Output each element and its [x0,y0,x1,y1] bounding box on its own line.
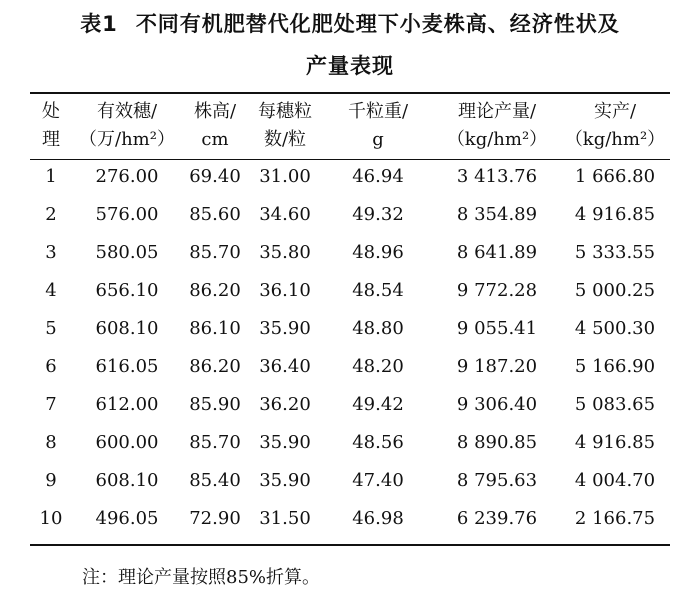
table-caption-line-2: 产量表现 [306,54,394,78]
cell-thousand-grain-weight: 46.94 [352,166,404,187]
cell-grains-per-spike: 35.90 [259,318,311,339]
cell-effective-panicles: 608.10 [95,470,159,491]
cell-effective-panicles: 600.00 [95,432,159,453]
header-theoretical-yield: 理论产量/ （kg/hm²） [446,101,548,150]
table-number-label: 表1 [80,12,118,36]
cell-effective-panicles: 576.00 [95,204,159,225]
cell-thousand-grain-weight: 48.54 [352,280,404,301]
cell-thousand-grain-weight: 48.56 [352,432,404,453]
cell-theoretical-yield: 8 890.85 [456,432,538,453]
cell-theoretical-yield: 6 239.76 [456,508,538,529]
cell-theoretical-yield: 9 187.20 [456,356,538,377]
cell-plant-height: 85.70 [189,242,241,263]
yield-table [30,94,670,538]
cell-grains-per-spike: 36.10 [259,280,311,301]
cell-thousand-grain-weight: 48.96 [352,242,404,263]
cell-actual-yield: 1 666.80 [574,166,656,187]
cell-actual-yield: 5 166.90 [574,356,656,377]
header-grains-per-spike: 每穗粒 数/粒 [258,101,312,150]
cell-effective-panicles: 608.10 [95,318,159,339]
cell-treatment: 2 [45,204,57,225]
header-thousand-grain-weight: 千粒重/ g [347,101,409,150]
cell-thousand-grain-weight: 48.20 [352,356,404,377]
cell-grains-per-spike: 35.80 [259,242,311,263]
cell-actual-yield: 2 166.75 [574,508,656,529]
table-row [30,310,670,348]
cell-treatment: 1 [45,166,57,187]
cell-effective-panicles: 612.00 [95,394,159,415]
cell-effective-panicles: 656.10 [95,280,159,301]
cell-plant-height: 85.60 [189,204,241,225]
table-row [30,348,670,386]
cell-thousand-grain-weight: 46.98 [352,508,404,529]
table-footnote: 注：理论产量按照85%折算。 [82,567,321,588]
cell-plant-height: 85.90 [189,394,241,415]
cell-effective-panicles: 276.00 [95,166,159,187]
table-row [30,386,670,424]
table-row [30,234,670,272]
table-row [30,196,670,234]
header-treatment: 处 理 [42,101,60,150]
cell-treatment: 3 [45,242,57,263]
cell-actual-yield: 5 083.65 [574,394,656,415]
table-body [30,158,670,538]
cell-plant-height: 86.20 [189,356,241,377]
cell-theoretical-yield: 3 413.76 [456,166,538,187]
cell-actual-yield: 4 004.70 [574,470,656,491]
cell-theoretical-yield: 8 354.89 [456,204,538,225]
cell-actual-yield: 4 500.30 [574,318,656,339]
table-row [30,462,670,500]
cell-actual-yield: 5 000.25 [574,280,656,301]
cell-plant-height: 85.40 [189,470,241,491]
cell-treatment: 9 [45,470,57,491]
header-plant-height: 株高/ cm [193,101,237,150]
table-row [30,158,670,196]
cell-plant-height: 86.20 [189,280,241,301]
cell-grains-per-spike: 36.20 [259,394,311,415]
cell-thousand-grain-weight: 49.32 [352,204,404,225]
table-row [30,272,670,310]
cell-theoretical-yield: 8 641.89 [456,242,538,263]
cell-grains-per-spike: 35.90 [259,432,311,453]
table-row [30,424,670,462]
cell-actual-yield: 5 333.55 [574,242,656,263]
table-caption-line-1 [0,8,700,38]
cell-effective-panicles: 580.05 [95,242,159,263]
cell-theoretical-yield: 9 772.28 [456,280,538,301]
bottom-rule [30,544,670,546]
cell-effective-panicles: 616.05 [95,356,159,377]
header-effective-panicles: 有效穗/ （万/hm²） [79,101,175,150]
cell-grains-per-spike: 31.00 [259,166,311,187]
cell-theoretical-yield: 9 306.40 [456,394,538,415]
cell-plant-height: 72.90 [189,508,241,529]
table-title-text: 不同有机肥替代化肥处理下小麦株高、经济性状及 [135,12,620,36]
cell-treatment: 5 [45,318,57,339]
table-row [30,500,670,538]
cell-treatment: 8 [45,432,57,453]
cell-treatment: 6 [45,356,57,377]
cell-grains-per-spike: 35.90 [259,470,311,491]
header-actual-yield: 实产/ （kg/hm²） [564,101,666,150]
cell-effective-panicles: 496.05 [95,508,159,529]
cell-grains-per-spike: 34.60 [259,204,311,225]
cell-actual-yield: 4 916.85 [574,432,656,453]
cell-treatment: 7 [45,394,57,415]
cell-plant-height: 85.70 [189,432,241,453]
cell-grains-per-spike: 36.40 [259,356,311,377]
cell-plant-height: 69.40 [189,166,241,187]
table-header [30,94,670,158]
cell-theoretical-yield: 8 795.63 [456,470,538,491]
cell-thousand-grain-weight: 47.40 [352,470,404,491]
cell-thousand-grain-weight: 49.42 [352,394,404,415]
cell-actual-yield: 4 916.85 [574,204,656,225]
cell-treatment: 4 [45,280,57,301]
cell-theoretical-yield: 9 055.41 [456,318,538,339]
cell-thousand-grain-weight: 48.80 [352,318,404,339]
cell-plant-height: 86.10 [189,318,241,339]
cell-grains-per-spike: 31.50 [259,508,311,529]
cell-treatment: 10 [39,508,63,529]
